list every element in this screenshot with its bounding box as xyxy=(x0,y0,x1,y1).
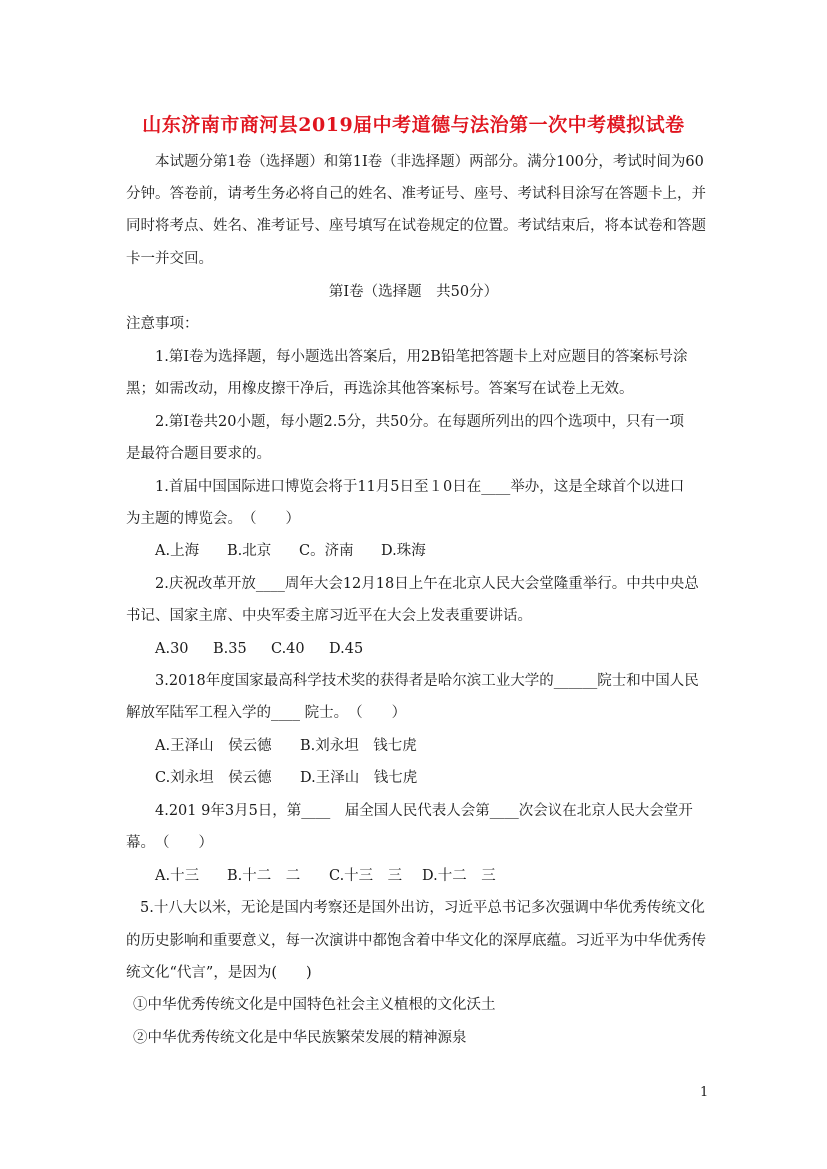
q2-line-1: 2.庆祝改革开放____周年大会12月18日上午在北京人民大会堂隆重举行。中共中央总 xyxy=(155,576,699,592)
q4-option-d[interactable]: D.十二 三 xyxy=(422,868,496,884)
q1-line-1: 1.首届中国国际进口博览会将于11月5日至１0日在____举办，这是全球首个以进口 xyxy=(155,479,685,495)
section-title: 第Ⅰ卷（选择题 共50分） xyxy=(328,284,499,300)
q4-line-2: 幕。 （ ） xyxy=(126,835,213,851)
q1-options xyxy=(155,541,426,561)
note-line-2: 黑；如需改动，用橡皮擦干净后，再选涂其他答案标号。答案写在试卷上无效。 xyxy=(126,381,634,397)
note-line-4: 是最符合题目要求的。 xyxy=(126,446,271,462)
q3-option-c[interactable]: C.刘永坦 侯云德 xyxy=(155,770,272,786)
q1-line-2: 为主题的博览会。 （ ） xyxy=(126,511,300,527)
q4-options xyxy=(155,866,496,886)
q1-option-b[interactable]: B.北京 xyxy=(227,543,272,559)
q4-option-c[interactable]: C.十三 三 xyxy=(329,868,403,884)
q5-statement-1: ①中华优秀传统文化是中国特色社会主义植根的文化沃土 xyxy=(133,997,496,1013)
q3-line-1: 3.2018年度国家最高科学技术奖的获得者是哈尔滨工业大学的______院士和中国人民 xyxy=(155,673,699,689)
notes-heading: 注意事项： xyxy=(126,316,199,332)
q2-options xyxy=(155,639,363,659)
q1-option-d[interactable]: D.珠海 xyxy=(381,543,426,559)
q3-options-row-2 xyxy=(155,768,417,788)
q5-line-1: 5.十八大以米，无论是国内考察还是国外出访，习近平总书记多次强调中华优秀传统文化 xyxy=(140,900,705,916)
q2-option-a[interactable]: A.30 xyxy=(155,641,189,657)
q4-option-a[interactable]: A.十三 xyxy=(155,868,200,884)
q1-option-a[interactable]: A.上海 xyxy=(155,543,200,559)
q3-options-row-1 xyxy=(155,736,417,756)
intro-line-1: 本试题分第1卷（选择题）和第1I卷（非选择题）两部分。满分100分，考试时间为60 xyxy=(155,154,704,170)
q2-line-2: 书记、国家主席、中央军委主席习近平在大会上发表重要讲话。 xyxy=(126,608,532,624)
note-line-3: 2.第Ⅰ卷共20小题，每小题2.5分，共50分。在每题所列出的四个选项中，只有一项 xyxy=(155,414,685,430)
q5-statement-2: ②中华优秀传统文化是中华民族繁荣发展的精神源泉 xyxy=(133,1030,467,1046)
q4-option-b[interactable]: B.十二 二 xyxy=(227,868,301,884)
q3-option-b[interactable]: B.刘永坦 钱七虎 xyxy=(300,738,417,754)
intro-line-2: 分钟。答卷前，请考生务必将自己的姓名、准考证号、座号、考试科目涂写在答题卡上，并 xyxy=(126,186,706,202)
q1-option-c[interactable]: C。济南 xyxy=(299,543,354,559)
q3-option-a[interactable]: A.王泽山 侯云德 xyxy=(155,738,272,754)
q5-line-2: 的历史影响和重要意义，每一次演讲中都饱含着中华文化的深厚底蕴。习近平为中华优秀传 xyxy=(126,933,706,949)
q3-line-2: 解放军陆军工程入学的____ 院士。 （ ） xyxy=(126,705,407,721)
q5-line-3: 统文化“代言”，是因为( ) xyxy=(126,965,312,981)
q2-option-b[interactable]: B.35 xyxy=(213,641,247,657)
exam-title: 山东济南市商河县2019届中考道德与法治第一次中考模拟试卷 xyxy=(142,114,685,136)
intro-line-3: 同时将考点、姓名、准考证号、座号填写在试卷规定的位置。考试结束后，将本试卷和答题 xyxy=(126,218,706,234)
q2-option-c[interactable]: C.40 xyxy=(271,641,305,657)
q2-option-d[interactable]: D.45 xyxy=(329,641,364,657)
q4-line-1: 4.201 9年3月5日，第____ 届全国人民代表人会第____次会议在北京人民大会堂开 xyxy=(155,803,693,819)
intro-line-4: 卡一并交回。 xyxy=(126,251,213,267)
note-line-1: 1.第Ⅰ卷为选择题，每小题选出答案后，用2B铅笔把答题卡上对应题目的答案标号涂 xyxy=(155,349,688,365)
q3-option-d[interactable]: D.王泽山 钱七虎 xyxy=(300,770,418,786)
page-number: 1 xyxy=(700,1085,709,1100)
